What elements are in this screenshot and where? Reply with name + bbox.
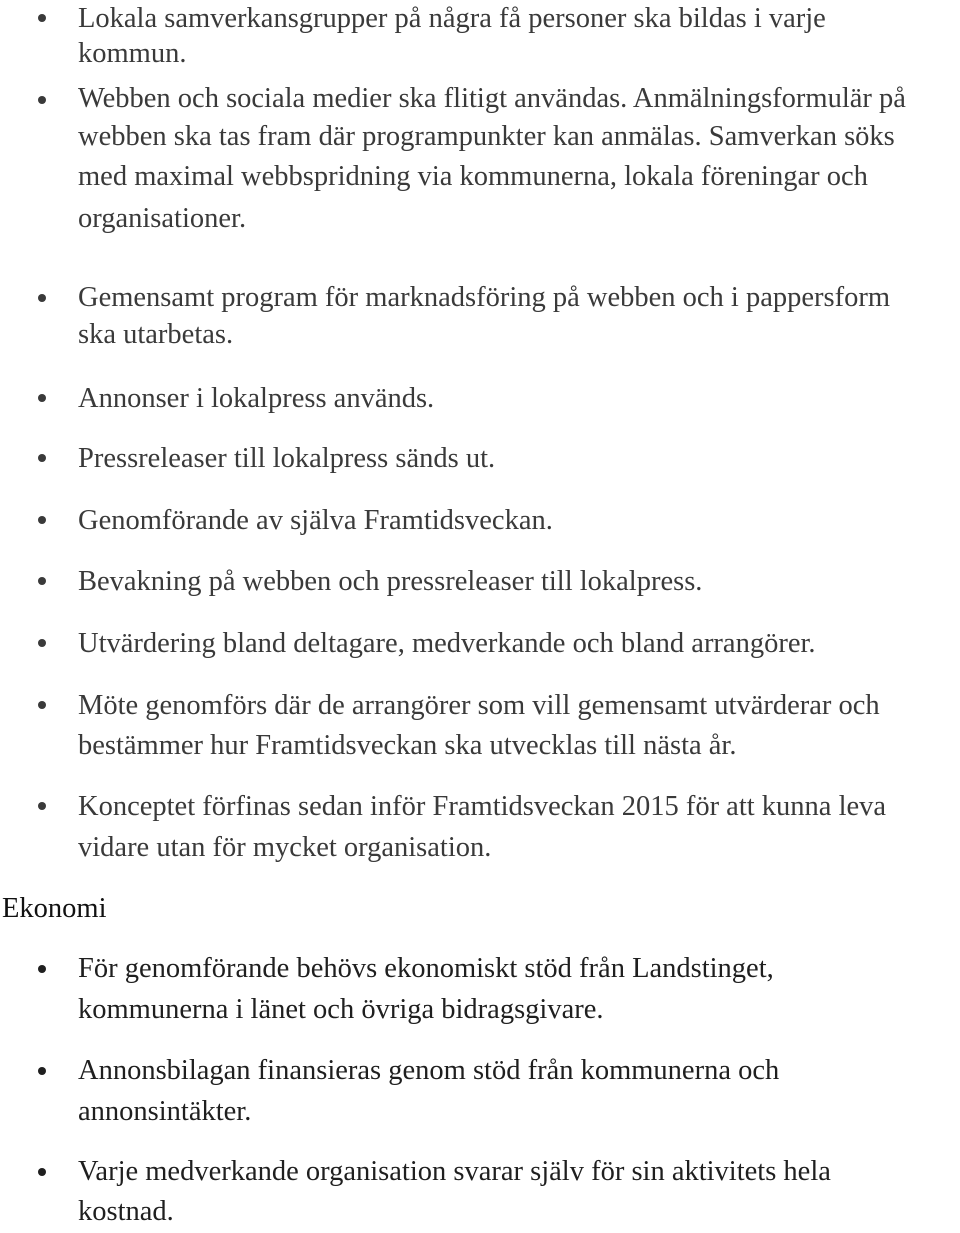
list-item-line: kommun. bbox=[78, 38, 187, 69]
bullet-icon bbox=[38, 639, 46, 647]
bullet-icon bbox=[38, 96, 46, 104]
list-item-line: annonsintäkter. bbox=[78, 1096, 252, 1127]
list-item-line: Webben och sociala medier ska flitigt användas. Anmälningsformulär på bbox=[78, 83, 906, 114]
list-item-line: Annonser i lokalpress används. bbox=[78, 383, 435, 414]
list-item-line: vidare utan för mycket organisation. bbox=[78, 832, 492, 863]
list-item-line: bestämmer hur Framtidsveckan ska utvecklas till nästa år. bbox=[78, 730, 737, 761]
list-item-line: Bevakning på webben och pressreleaser till lokalpress. bbox=[78, 566, 703, 597]
bullet-icon bbox=[38, 394, 46, 402]
bullet-icon bbox=[38, 294, 46, 302]
list-item-line: Varje medverkande organisation svarar själv för sin aktivitets hela bbox=[78, 1156, 831, 1187]
bullet-icon bbox=[38, 701, 46, 709]
list-item-line: Genomförande av själva Framtidsveckan. bbox=[78, 505, 553, 536]
list-item-line: Lokala samverkansgrupper på några få personer ska bildas i varje bbox=[78, 3, 826, 34]
list-item-line: kostnad. bbox=[78, 1196, 174, 1227]
list-item-line: Gemensamt program för marknadsföring på webben och i pappersform bbox=[78, 282, 890, 313]
list-item-line: kommunerna i länet och övriga bidragsgivare. bbox=[78, 994, 604, 1025]
list-item-line: med maximal webbspridning via kommunerna, lokala föreningar och bbox=[78, 161, 868, 192]
bullet-icon bbox=[38, 1067, 46, 1075]
bullet-icon bbox=[38, 1168, 46, 1176]
bullet-icon bbox=[38, 965, 46, 973]
list-item-line: Konceptet förfinas sedan inför Framtidsveckan 2015 för att kunna leva bbox=[78, 791, 887, 822]
list-item-line: Möte genomförs där de arrangörer som vill gemensamt utvärderar och bbox=[78, 690, 880, 721]
bullet-icon bbox=[38, 577, 46, 585]
bullet-icon bbox=[38, 14, 46, 22]
list-item-line: Annonsbilagan finansieras genom stöd från kommunerna och bbox=[78, 1055, 780, 1086]
list-item-line: Pressreleaser till lokalpress sänds ut. bbox=[78, 443, 496, 474]
list-item-line: För genomförande behövs ekonomiskt stöd från Landstinget, bbox=[78, 953, 774, 984]
section-heading-ekonomi: Ekonomi bbox=[2, 893, 107, 924]
bullet-icon bbox=[38, 516, 46, 524]
list-item-line: ska utarbetas. bbox=[78, 319, 234, 350]
list-item-line: Utvärdering bland deltagare, medverkande och bland arrangörer. bbox=[78, 628, 816, 659]
bullet-icon bbox=[38, 454, 46, 462]
list-item-line: organisationer. bbox=[78, 203, 247, 234]
list-item-line: webben ska tas fram där programpunkter kan anmälas. Samverkan söks bbox=[78, 121, 895, 152]
bullet-icon bbox=[38, 802, 46, 810]
